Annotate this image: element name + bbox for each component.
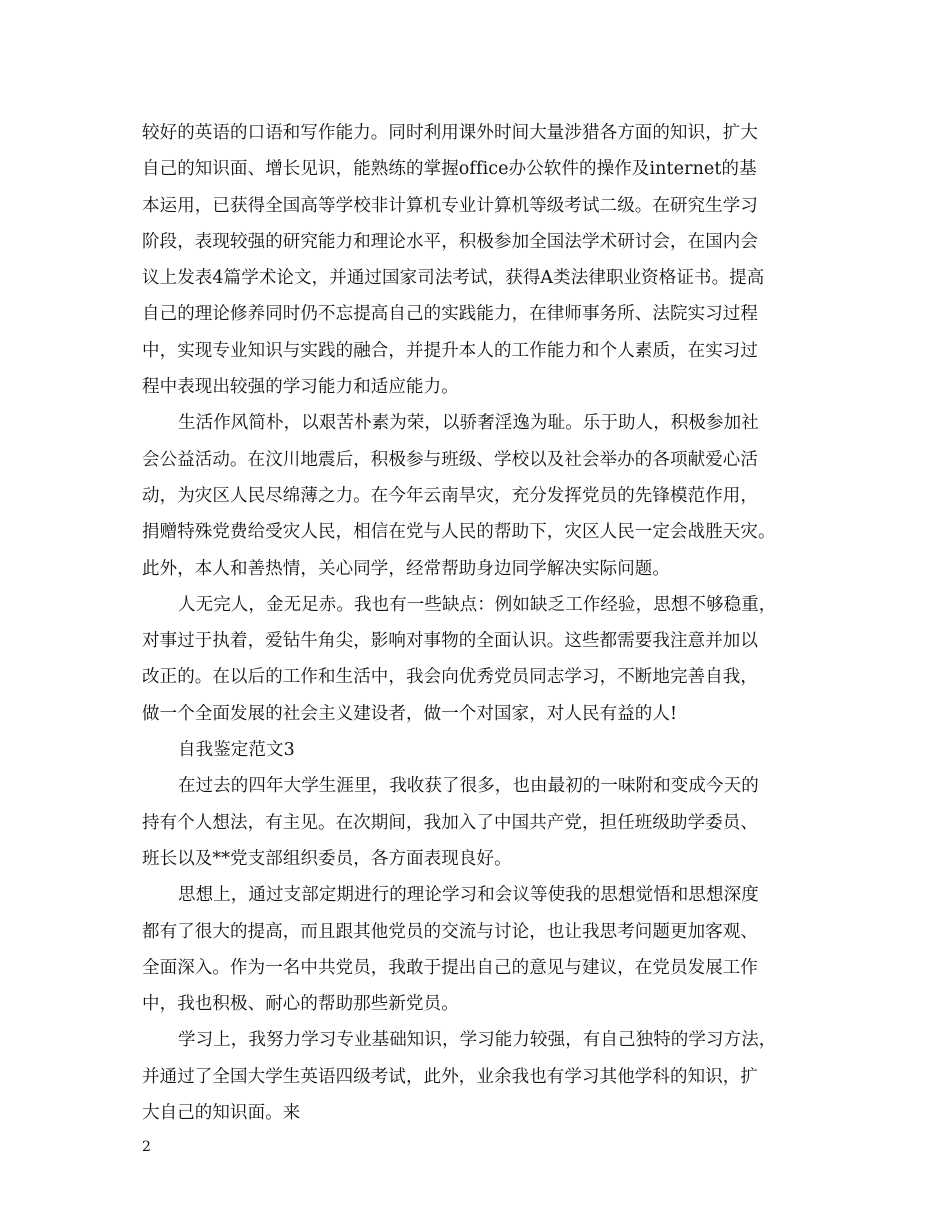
paragraph-first-line: 生活作风简朴，以艰苦朴素为荣，以骄奢淫逸为耻。乐于助人，积极参加社 <box>178 413 759 434</box>
text-line: 此外，本人和善热情，关心同学，经常帮助身边同学解决实际问题。 <box>142 558 670 579</box>
text-line: 对事过于执着，爱钻牛角尖，影响对事物的全面认识。这些都需要我注意并加以 <box>142 631 758 652</box>
paragraph-first-line: 在过去的四年大学生涯里，我收获了很多，也由最初的一味附和变成今天的 <box>178 776 759 797</box>
text-line: 做一个全面发展的社会主义建设者，做一个对国家，对人民有益的人! <box>142 703 678 724</box>
paragraph-first-line: 人无完人，金无足赤。我也有一些缺点：例如缺乏工作经验，思想不够稳重， <box>178 594 777 615</box>
text-line: 阶段，表现较强的研究能力和理论水平，积极参加全国法学术研讨会，在国内会 <box>142 231 758 252</box>
text-line: 持有个人想法，有主见。在次期间，我加入了中国共产党，担任班级助学委员、 <box>142 812 758 833</box>
text-line: 自己的理论修养同时仍不忘提高自己的实践能力，在律师事务所、法院实习过程 <box>142 304 758 325</box>
text-line: 都有了很大的提高，而且跟其他党员的交流与讨论，也让我思考问题更加客观、 <box>142 921 758 942</box>
text-line: 程中表现出较强的学习能力和适应能力。 <box>142 377 459 398</box>
text-line: 并通过了全国大学生英语四级考试，此外，业余我也有学习其他学科的知识，扩 <box>142 1066 758 1087</box>
text-line: 大自己的知识面。来 <box>142 1103 301 1124</box>
document-body <box>142 115 822 1131</box>
paragraph-first-line: 思想上，通过支部定期进行的理论学习和会议等使我的思想觉悟和思想深度 <box>178 885 759 906</box>
text-line: 捐赠特殊党费给受灾人民，相信在党与人民的帮助下，灾区人民一定会战胜天灾。 <box>142 522 776 543</box>
text-line: 议上发表4篇学术论文，并通过国家司法考试，获得A类法律职业资格证书。提高 <box>142 268 765 289</box>
section-heading: 自我鉴定范文3 <box>178 740 295 761</box>
page-number: 2 <box>142 1139 151 1155</box>
text-line: 较好的英语的口语和写作能力。同时利用课外时间大量涉猎各方面的知识，扩大 <box>142 123 758 143</box>
text-line: 动，为灾区人民尽绵薄之力。在今年云南旱灾，充分发挥党员的先锋模范作用， <box>142 485 758 506</box>
text-line: 会公益活动。在汶川地震后，积极参与班级、学校以及社会举办的各项献爱心活 <box>142 449 758 470</box>
text-line: 全面深入。作为一名中共党员，我敢于提出自己的意见与建议，在党员发展工作 <box>142 957 758 978</box>
text-line: 班长以及**党支部组织委员，各方面表现良好。 <box>142 848 512 869</box>
text-line: 中，实现专业知识与实践的融合，并提升本人的工作能力和个人素质，在实习过 <box>142 340 758 361</box>
paragraph-first-line: 学习上，我努力学习专业基础知识，学习能力较强，有自己独特的学习方法， <box>178 1030 777 1051</box>
text-line: 本运用，已获得全国高等学校非计算机专业计算机等级考试二级。在研究生学习 <box>142 195 758 216</box>
text-line: 自己的知识面、增长见识，能熟练的掌握office办公软件的操作及internet的基 <box>142 159 757 180</box>
text-line: 改正的。在以后的工作和生活中，我会向优秀党员同志学习，不断地完善自我， <box>142 667 758 688</box>
text-line: 中，我也积极、耐心的帮助那些新党员。 <box>142 994 459 1015</box>
